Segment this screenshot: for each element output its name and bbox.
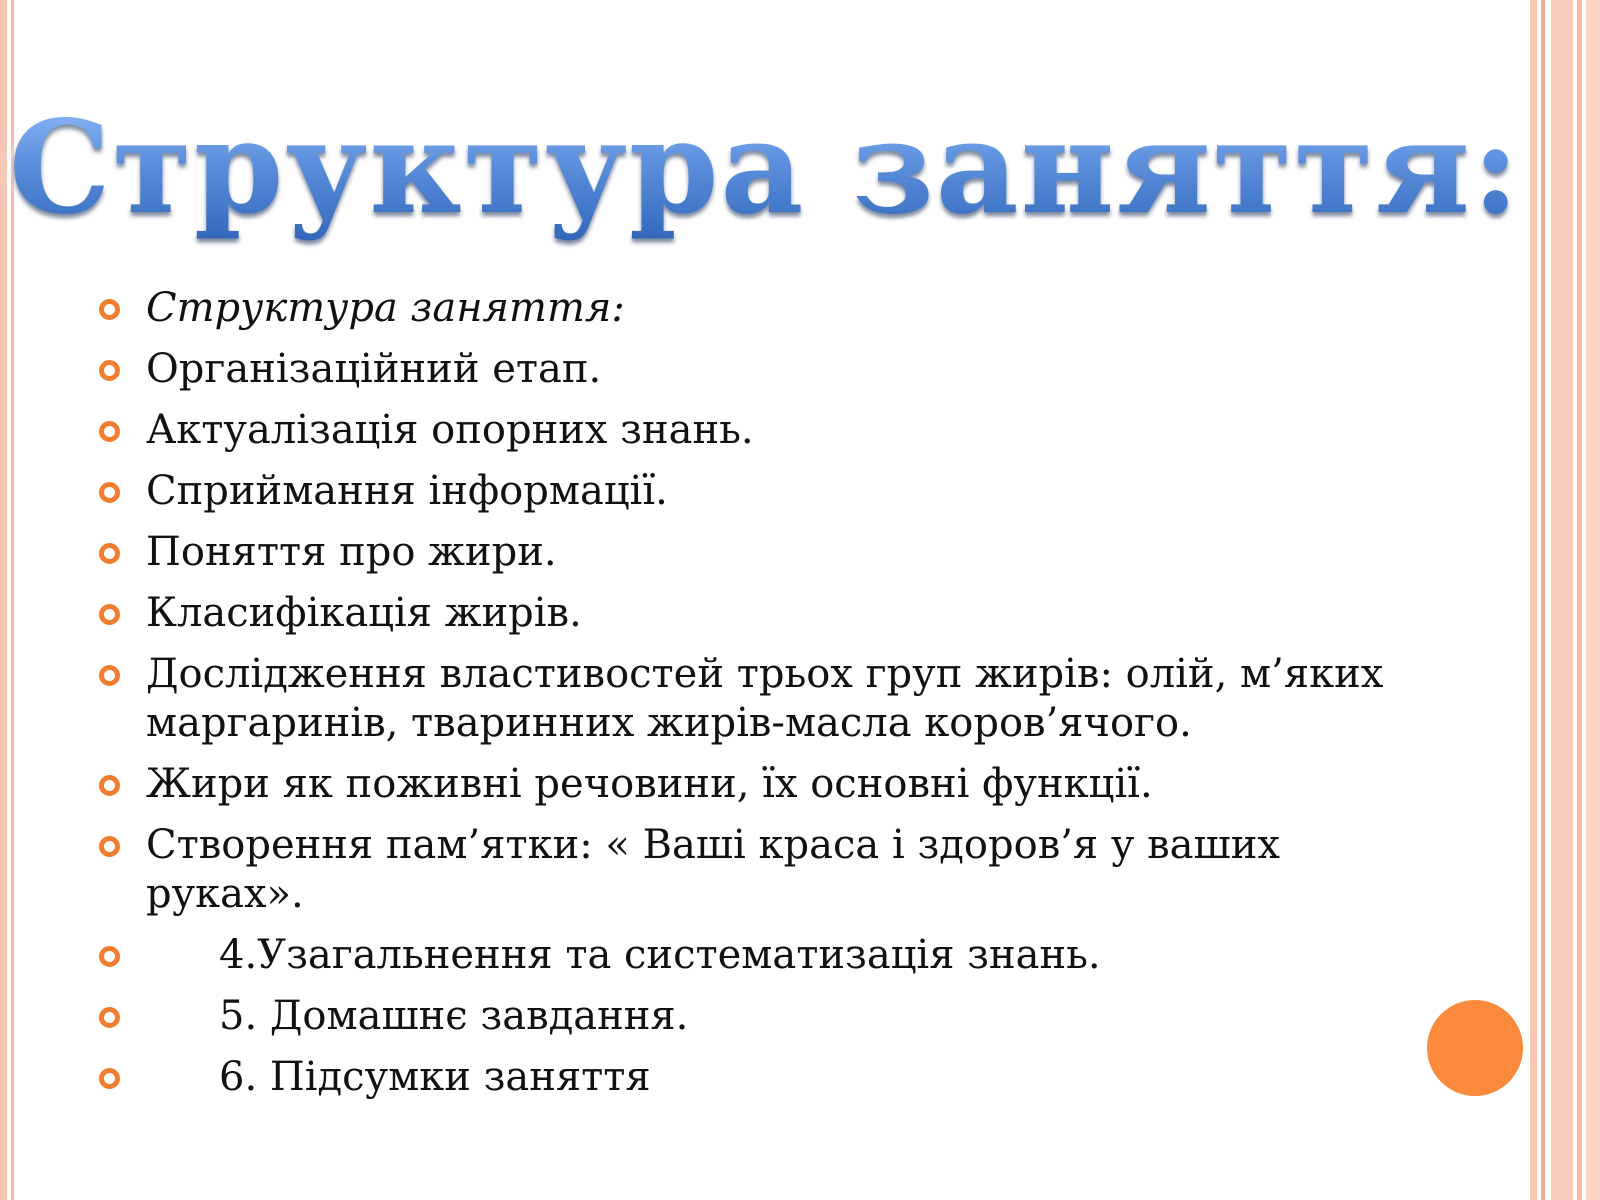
list-item-text: Організаційний етап. — [146, 346, 602, 392]
list-item-text: Жири як поживні речовини, їх основні функції. — [146, 761, 1153, 807]
list-item — [95, 467, 1395, 516]
list-item-text: Створення пам’ятки: « Ваші краса і здоров’я у ваших руках». — [146, 822, 1280, 917]
list-item — [95, 650, 1395, 748]
orange-circle-decoration — [1427, 1000, 1523, 1096]
right-border-stripe — [1541, 0, 1545, 1200]
slide-title: Структура заняття: — [0, 88, 1530, 248]
list-item-text: Поняття про жири. — [146, 529, 557, 575]
right-border-stripe — [1551, 0, 1573, 1200]
ring-bullet-icon — [99, 360, 120, 381]
list-item — [95, 406, 1395, 455]
ring-bullet-icon — [99, 421, 120, 442]
list-item — [95, 821, 1395, 919]
right-border-stripe — [1577, 0, 1582, 1200]
list-item-text: Сприймання інформації. — [146, 468, 668, 514]
list-item-text: Класифікація жирів. — [146, 590, 582, 636]
list-item — [95, 345, 1395, 394]
list-item-text: Дослідження властивостей трьох груп жирів: олій, м’яких маргаринів, тваринних жирів-масла коров’ячого. — [146, 651, 1384, 746]
list-item-text: 6. Підсумки заняття — [219, 1054, 651, 1100]
list-item-text: 5. Домашнє завдання. — [219, 993, 689, 1039]
list-item — [95, 931, 1395, 980]
right-border-stripe — [1586, 0, 1600, 1200]
list-item — [95, 589, 1395, 638]
ring-bullet-icon — [99, 1068, 120, 1089]
right-border-stripe — [1530, 0, 1537, 1200]
list-item — [95, 760, 1395, 809]
list-item — [95, 992, 1395, 1041]
ring-bullet-icon — [99, 604, 120, 625]
bullet-list — [95, 284, 1395, 1114]
ring-bullet-icon — [99, 665, 120, 686]
ring-bullet-icon — [99, 482, 120, 503]
list-item-text: 4.Узагальнення та систематизація знань. — [219, 932, 1101, 978]
list-item-text: Актуалізація опорних знань. — [146, 407, 754, 453]
ring-bullet-icon — [99, 946, 120, 967]
ring-bullet-icon — [99, 299, 120, 320]
ring-bullet-icon — [99, 775, 120, 796]
list-item-text: Структура заняття: — [146, 285, 625, 331]
ring-bullet-icon — [99, 836, 120, 857]
list-item — [95, 528, 1395, 577]
ring-bullet-icon — [99, 1007, 120, 1028]
list-item — [95, 284, 1395, 333]
list-item — [95, 1053, 1395, 1102]
ring-bullet-icon — [99, 543, 120, 564]
